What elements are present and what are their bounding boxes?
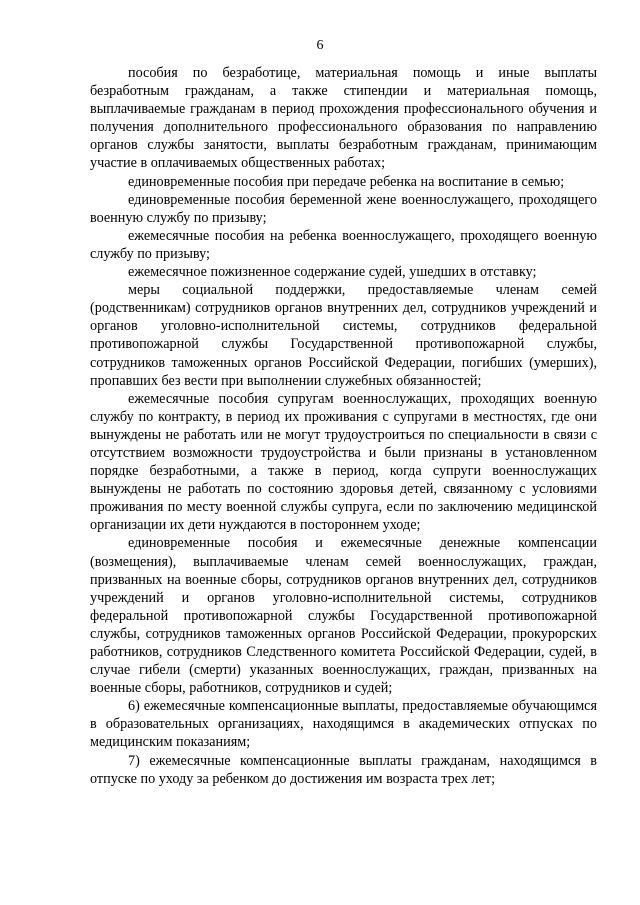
paragraph-death-compensations: единовременные пособия и ежемесячные денежные компенсации (возмещения), выплачиваемые членам семей военнослужащих, граждан, призванных на военные сборы, сотрудников органов внутренних дел, сотрудников учреждений и органов уголовно-исполнительной системы, сотрудников федеральной противопожарной службы Государственной противопожарной службы, сотрудников таможенных органов Российской Федерации, прокурорских работников, сотрудников Следственного комитета Российской Федерации, судей, в случае гибели (смерти) указанных военнослужащих, граждан, призванных на военные сборы, работников, сотрудников и судей; (90, 535, 597, 697)
paragraph-conscript-child-allowance: ежемесячные пособия на ребенка военнослужащего, проходящего военную службу по призыву; (90, 227, 597, 262)
paragraph-military-spouses-allowance: ежемесячные пособия супругам военнослужащих, проходящих военную службу по контракту, в период их проживания с супругами в местностях, где они вынуждены не работать или не могут трудоустроиться по специальности в связи с отсутствием возможности трудоустройства и были признаны в установленном порядке безработными, а также в период, когда супруги военнослужащих вынуждены не работать по состоянию здоровья детей, связанному с условиями проживания по месту военной службы супруга, если по заключению медицинской организации их дети нуждаются в постороннем уходе; (90, 390, 597, 534)
paragraph-child-placement-allowance: единовременные пособия при передаче ребенка на воспитание в семью; (128, 173, 565, 190)
paragraph-retired-judges-maintenance: ежемесячное пожизненное содержание судей, ушедших в отставку; (128, 264, 537, 281)
paragraph-family-social-support: меры социальной поддержки, предоставляемые членам семей (родственникам) сотрудников органов внутренних дел, сотрудников учреждений и органов уголовно-исполнительной системы, сотрудников федеральной противопожарной службы Государственной противопожарной службы, сотрудников таможенных органов Российской Федерации, погибших (умерших), пропавших без вести при выполнении служебных обязанностей; (90, 282, 597, 389)
page-number: 6 (316, 38, 324, 53)
paragraph-pregnant-wife-allowance: единовременные пособия беременной жене военнослужащего, проходящего военную службу по призыву; (90, 191, 597, 226)
paragraph-item-7: 7) ежемесячные компенсационные выплаты гражданам, находящимся в отпуске по уходу за ребенком до достижения им возраста трех лет; (90, 752, 597, 787)
paragraph-unemployment-benefits: пособия по безработице, материальная помощь и иные выплаты безработным гражданам, а также стипендии и материальная помощь, выплачиваемые гражданам в период прохождения профессионального обучения и получения дополнительного профессионального образования по направлению органов службы занятости, выплаты безработным гражданам, принимающим участие в оплачиваемых общественных работах; (90, 65, 597, 172)
document-body (90, 64, 597, 788)
paragraph-item-6: 6) ежемесячные компенсационные выплаты, предоставляемые обучающимся в образовательных организациях, находящимся в академических отпусках по медицинским показаниям; (90, 698, 597, 751)
